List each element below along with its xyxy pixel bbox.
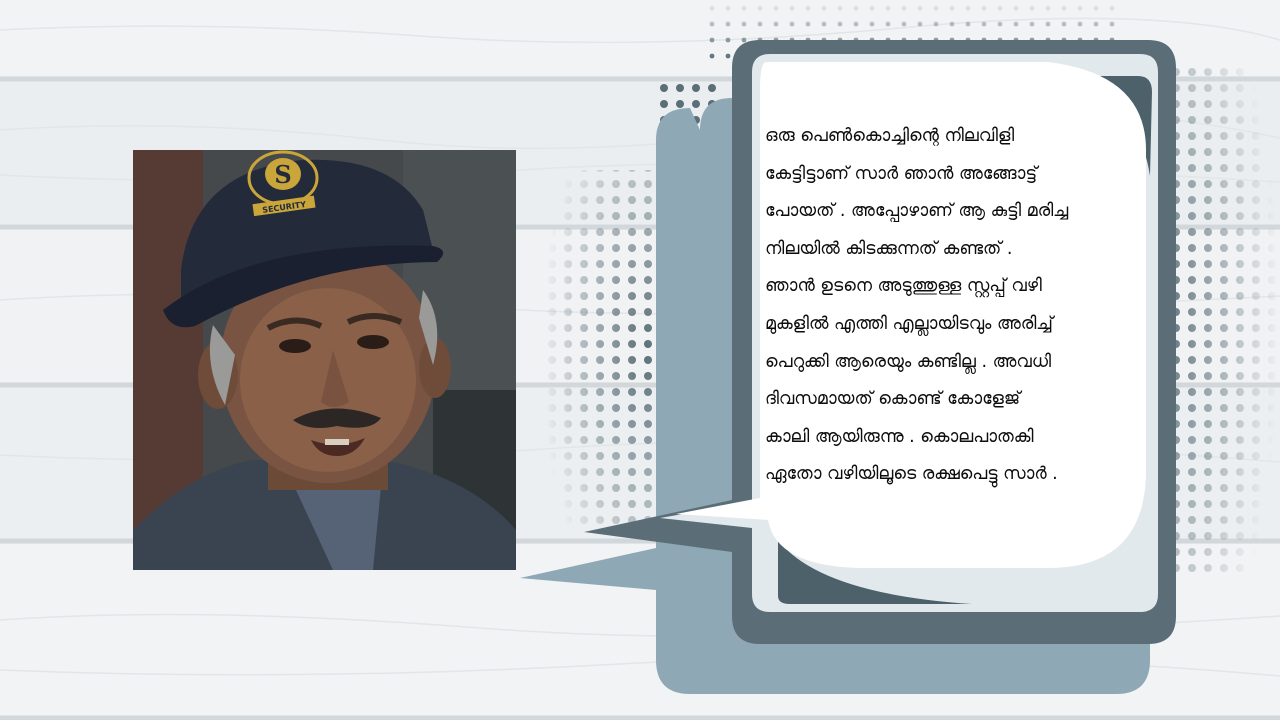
quote-line: മുകളിൽ എത്തി എല്ലായിടവും അരിച്ച് xyxy=(765,313,1053,334)
quote-line: കാലി ആയിരുന്നു . കൊലപാതകി xyxy=(765,426,1034,447)
quote-line: ഒരു പെൺകൊച്ചിന്റെ നിലവിളി xyxy=(765,126,1015,146)
speech-bubble-text xyxy=(765,118,1165,494)
svg-text:SECURITY: SECURITY xyxy=(261,199,307,215)
quote-line: പെറുക്കി ആരെയും കണ്ടില്ല . അവധി xyxy=(765,351,1052,372)
quote-line: കേട്ടിട്ടാണ് സാർ ഞാൻ അങ്ങോട്ട് xyxy=(765,163,1038,184)
quote-line: നിലയിൽ കിടക്കുന്നത് കണ്ടത് . xyxy=(765,238,1013,259)
svg-text:S: S xyxy=(274,160,292,189)
quote-line: ദിവസമായത് കൊണ്ട് കോളേജ് xyxy=(765,389,1021,410)
quote-line: ഞാൻ ഉടനെ അടുത്തുള്ള സ്റ്റപ്പ് വഴി xyxy=(765,276,1042,297)
security-guard-photo xyxy=(133,150,516,570)
quote-line: ഏതോ വഴിയിലൂടെ രക്ഷപെട്ടു സാർ . xyxy=(765,464,1058,485)
quote-line: പോയത് . അപ്പോഴാണ് ആ കുട്ടി മരിച്ച xyxy=(765,201,1069,222)
